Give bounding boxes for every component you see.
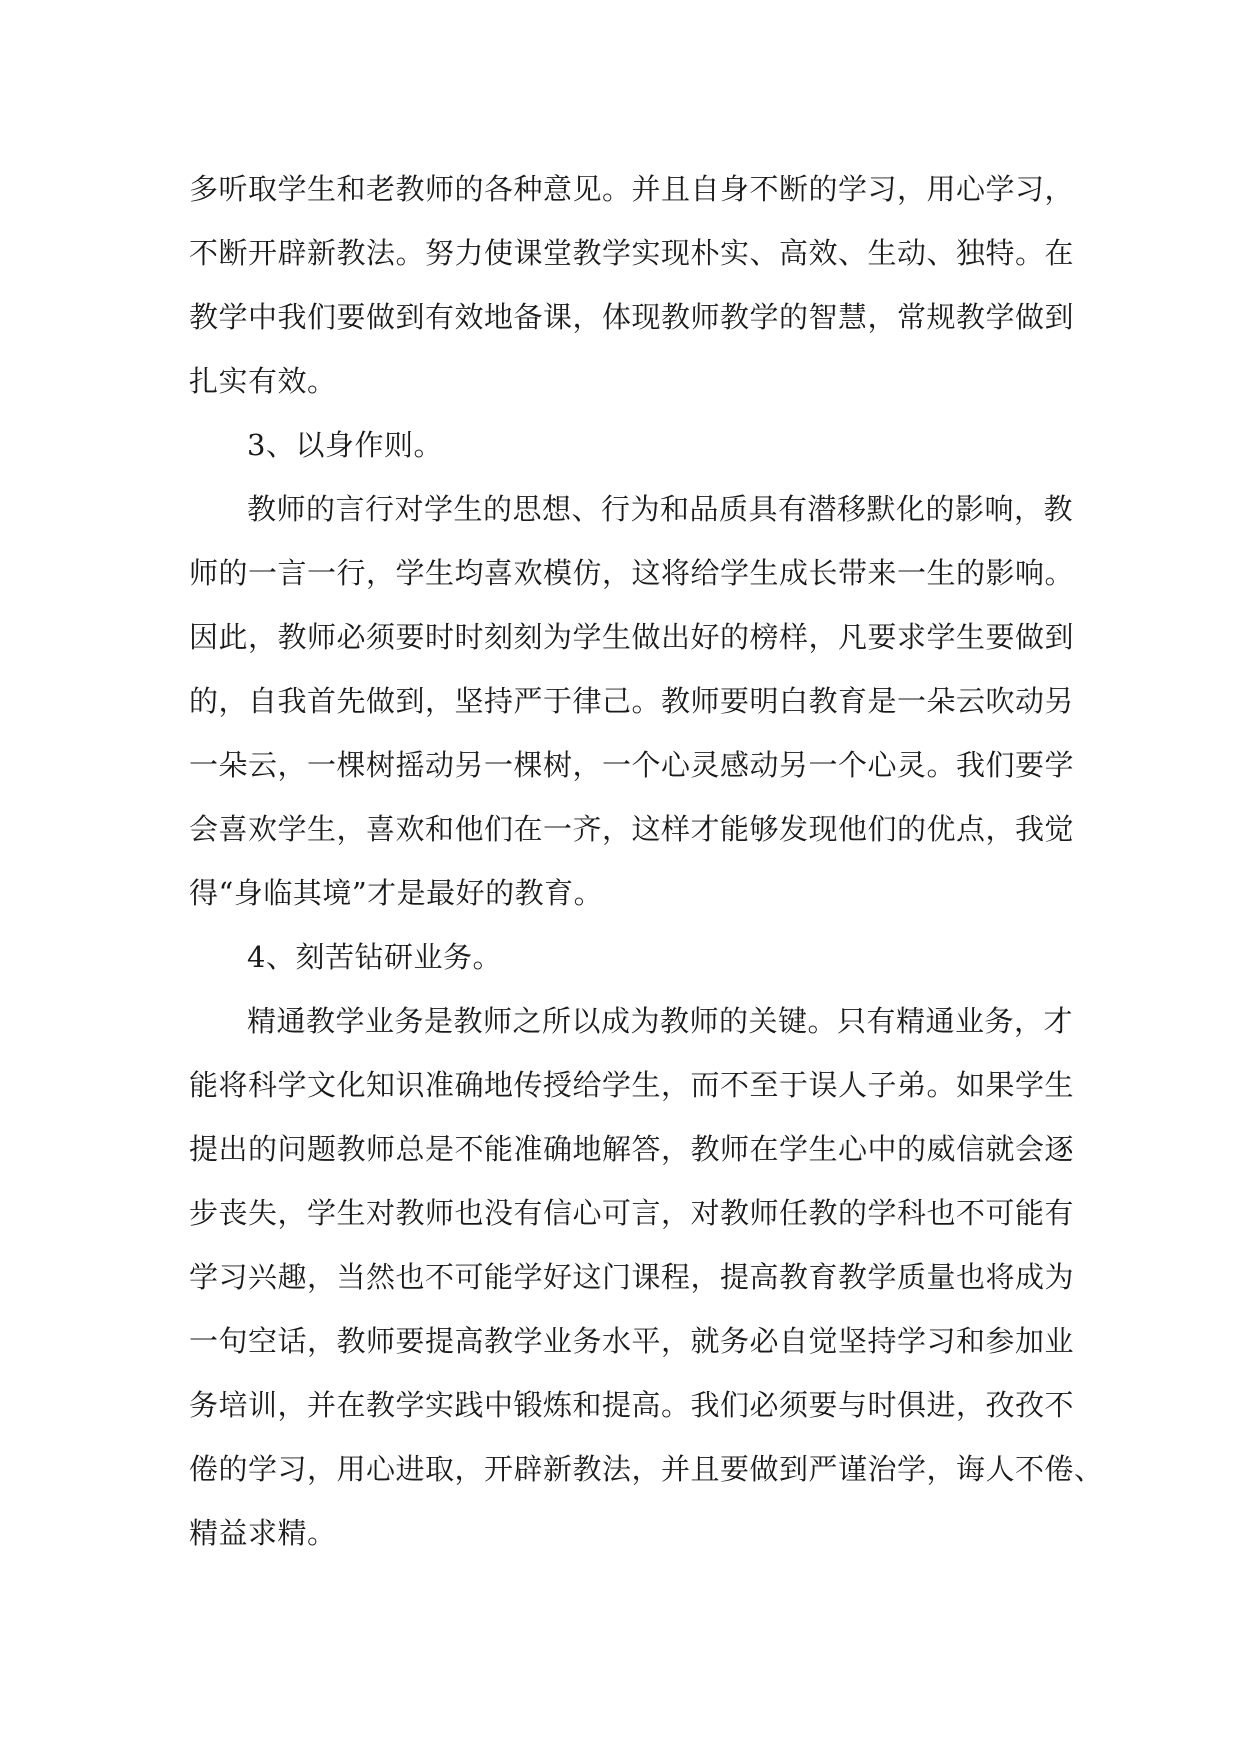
paragraph-line: 会喜欢学生，喜欢和他们在一齐，这样才能够发现他们的优点，我觉 [189, 812, 1075, 846]
paragraph-line: 因此，教师必须要时时刻刻为学生做出好的榜样，凡要求学生要做到 [189, 620, 1075, 654]
paragraph-line: 得“身临其境”才是最好的教育。 [189, 876, 604, 910]
paragraph-line: 务培训，并在教学实践中锻炼和提高。我们必须要与时俱进，孜孜不 [189, 1388, 1075, 1422]
paragraph-line: 一句空话，教师要提高教学业务水平，就务必自觉坚持学习和参加业 [189, 1324, 1075, 1358]
document-body [189, 157, 1104, 1565]
paragraph-line: 教师的言行对学生的思想、行为和品质具有潜移默化的影响，教 [247, 492, 1074, 526]
paragraph-line: 步丧失，学生对教师也没有信心可言，对教师任教的学科也不可能有 [189, 1196, 1075, 1230]
paragraph-line: 扎实有效。 [189, 364, 337, 398]
paragraph-line: 精通教学业务是教师之所以成为教师的关键。只有精通业务，才 [247, 1004, 1074, 1038]
section-heading: 3、以身作则。 [247, 428, 443, 462]
paragraph-line: 精益求精。 [189, 1516, 337, 1550]
paragraph-line: 多听取学生和老教师的各种意见。并且自身不断的学习，用心学习， [189, 172, 1075, 206]
paragraph-line: 不断开辟新教法。努力使课堂教学实现朴实、高效、生动、独特。在 [189, 236, 1075, 270]
section-heading: 4、刻苦钻研业务。 [247, 940, 502, 974]
paragraph-line: 的，自我首先做到，坚持严于律己。教师要明白教育是一朵云吹动另 [189, 684, 1075, 718]
paragraph-line: 一朵云，一棵树摇动另一棵树，一个心灵感动另一个心灵。我们要学 [189, 748, 1075, 782]
paragraph-line: 师的一言一行，学生均喜欢模仿，这将给学生成长带来一生的影响。 [189, 556, 1075, 590]
paragraph-line: 学习兴趣，当然也不可能学好这门课程，提高教育教学质量也将成为 [189, 1260, 1075, 1294]
paragraph-line: 教学中我们要做到有效地备课，体现教师教学的智慧，常规教学做到 [189, 300, 1075, 334]
paragraph-line: 提出的问题教师总是不能准确地解答，教师在学生心中的威信就会逐 [189, 1132, 1075, 1166]
paragraph-line: 倦的学习，用心进取，开辟新教法，并且要做到严谨治学，诲人不倦、 [189, 1452, 1104, 1486]
paragraph-line: 能将科学文化知识准确地传授给学生，而不至于误人子弟。如果学生 [189, 1068, 1075, 1102]
